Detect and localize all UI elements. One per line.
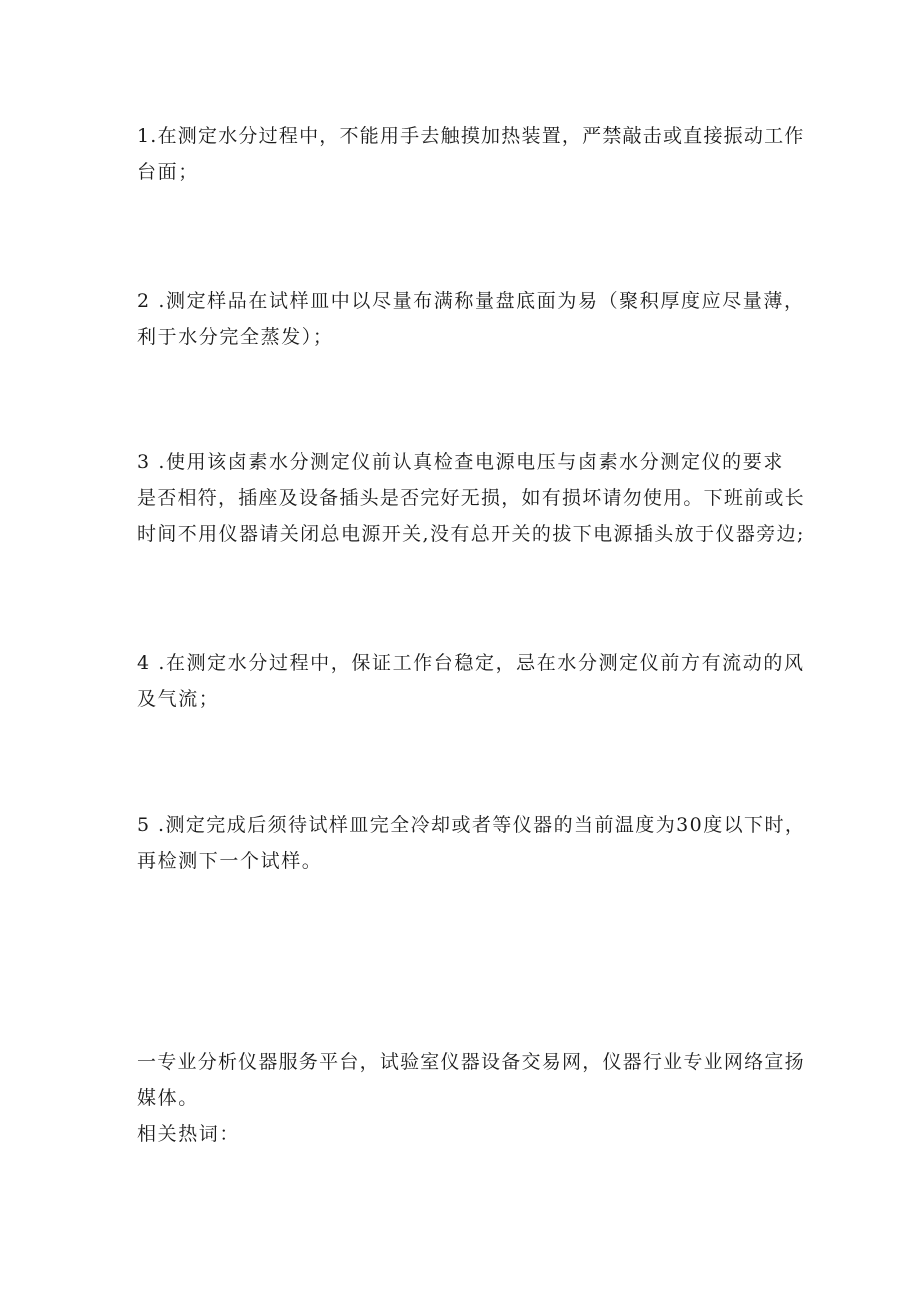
instruction-item-4 [137,645,805,717]
footer-line: 一专业分析仪器服务平台，试验室仪器设备交易网，仪器行业专业网络宣扬 [137,1051,805,1073]
instruction-line: 3 .使用该卤素水分测定仪前认真检查电源电压与卤素水分测定仪的要求 [137,451,784,473]
related-keywords-text: 相关热词： [137,1123,241,1145]
instruction-line: 时间不用仪器请关闭总电源开关,没有总开关的拔下电源插头放于仪器旁边; [137,523,805,545]
instruction-line: 及气流； [137,688,220,710]
instruction-line: 再检测下一个试样。 [137,850,323,872]
instruction-line: 5 .测定完成后须待试样皿完全冷却或者等仪器的当前温度为30度以下时， [137,814,806,836]
instruction-item-2 [137,283,805,355]
instruction-line: 利于水分完全蒸发）； [137,326,334,348]
instruction-line: 台面； [137,161,199,183]
instruction-line: 是否相符，插座及设备插头是否完好无损，如有损坏请勿使用。下班前或长 [137,487,805,509]
instruction-item-3 [137,444,805,552]
instruction-line: 4 .在测定水分过程中，保证工作台稳定，忌在水分测定仪前方有流动的风 [137,652,805,674]
instruction-item-5 [137,807,805,879]
instruction-line: 2 .测定样品在试样皿中以尽量布满称量盘底面为易（聚积厚度应尽量薄， [137,290,805,312]
related-keywords-label [137,1116,805,1152]
footer-description [137,1044,805,1116]
instruction-line: 1.在测定水分过程中，不能用手去触摸加热装置，严禁敲击或直接振动工作 [137,125,805,147]
footer-line: 媒体。 [137,1087,199,1109]
instruction-item-1 [137,118,805,190]
